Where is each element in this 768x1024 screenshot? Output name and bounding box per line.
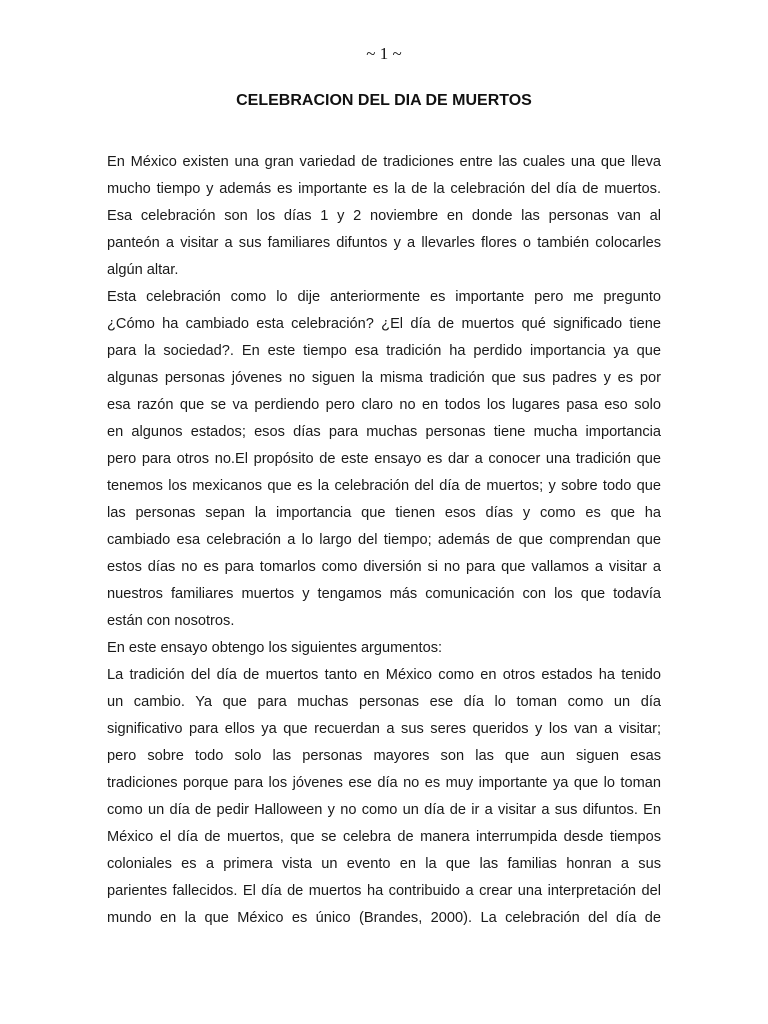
text-line: tradiciones porque para los jóvenes ese día no es muy importante ya que lo toman: [107, 775, 661, 791]
text-line: coloniales es a primera vista un evento en la que las familias honran a sus: [107, 856, 661, 872]
text-line: significativo para ellos ya que recuerdan a sus seres queridos y los van a visitar;: [107, 721, 661, 737]
text-line: México el día de muertos, que se celebra de manera interrumpida desde tiempos: [107, 829, 661, 845]
text-line: pero sobre todo solo las personas mayores son las que aun siguen esas: [107, 748, 661, 764]
text-line: Esa celebración son los días 1 y 2 noviembre en donde las personas van al: [107, 208, 661, 224]
text-line: están con nosotros.: [107, 613, 235, 629]
text-line: nuestros familiares muertos y tengamos más comunicación con los que todavía: [107, 586, 661, 602]
text-line: tenemos los mexicanos que es la celebración del día de muertos; y sobre todo que: [107, 478, 661, 494]
text-line: estos días no es para tomarlos como diversión si no para que vallamos a visitar a: [107, 559, 661, 575]
text-line: esa razón que se va perdiendo pero claro no en todos los lugares pasa eso solo: [107, 397, 661, 413]
text-line: panteón a visitar a sus familiares difuntos y a llevarles flores o también colocarles: [107, 235, 661, 251]
text-line: mucho tiempo y además es importante es la de la celebración del día de muertos.: [107, 181, 661, 197]
text-line: como un día de pedir Halloween y no como un día de ir a visitar a sus difuntos. En: [107, 802, 661, 818]
text-line: ¿Cómo ha cambiado esta celebración? ¿El día de muertos qué significado tiene: [107, 316, 661, 332]
text-line: las personas sepan la importancia que tienen esos días y como es que ha: [107, 505, 661, 521]
text-line: La tradición del día de muertos tanto en México como en otros estados ha tenido: [107, 667, 661, 683]
text-line: En este ensayo obtengo los siguientes argumentos:: [107, 640, 443, 656]
text-line: parientes fallecidos. El día de muertos ha contribuido a crear una interpretación del: [107, 883, 661, 899]
text-line: mundo en la que México es único (Brandes, 2000). La celebración del día de: [107, 910, 661, 926]
text-line: En México existen una gran variedad de tradiciones entre las cuales una que lleva: [107, 154, 661, 170]
text-line: algún altar.: [107, 262, 179, 278]
text-line: algunas personas jóvenes no siguen la misma tradición que sus padres y es por: [107, 370, 661, 386]
page-number: ~ 1 ~: [366, 44, 402, 63]
text-line: pero para otros no.El propósito de este ensayo es dar a conocer una tradición que: [107, 451, 661, 467]
text-line: Esta celebración como lo dije anteriormente es importante pero me pregunto: [107, 289, 661, 305]
text-line: un cambio. Ya que para muchas personas ese día lo toman como un día: [107, 694, 661, 710]
document-title: CELEBRACION DEL DIA DE MUERTOS: [236, 92, 532, 109]
essay-body: [107, 149, 661, 932]
text-line: para la sociedad?. En este tiempo esa tradición ha perdido importancia ya que: [107, 343, 661, 359]
text-line: en algunos estados; esos días para muchas personas tiene mucha importancia: [107, 424, 661, 440]
text-line: cambiado esa celebración a lo largo del tiempo; además de que comprendan que: [107, 532, 661, 548]
